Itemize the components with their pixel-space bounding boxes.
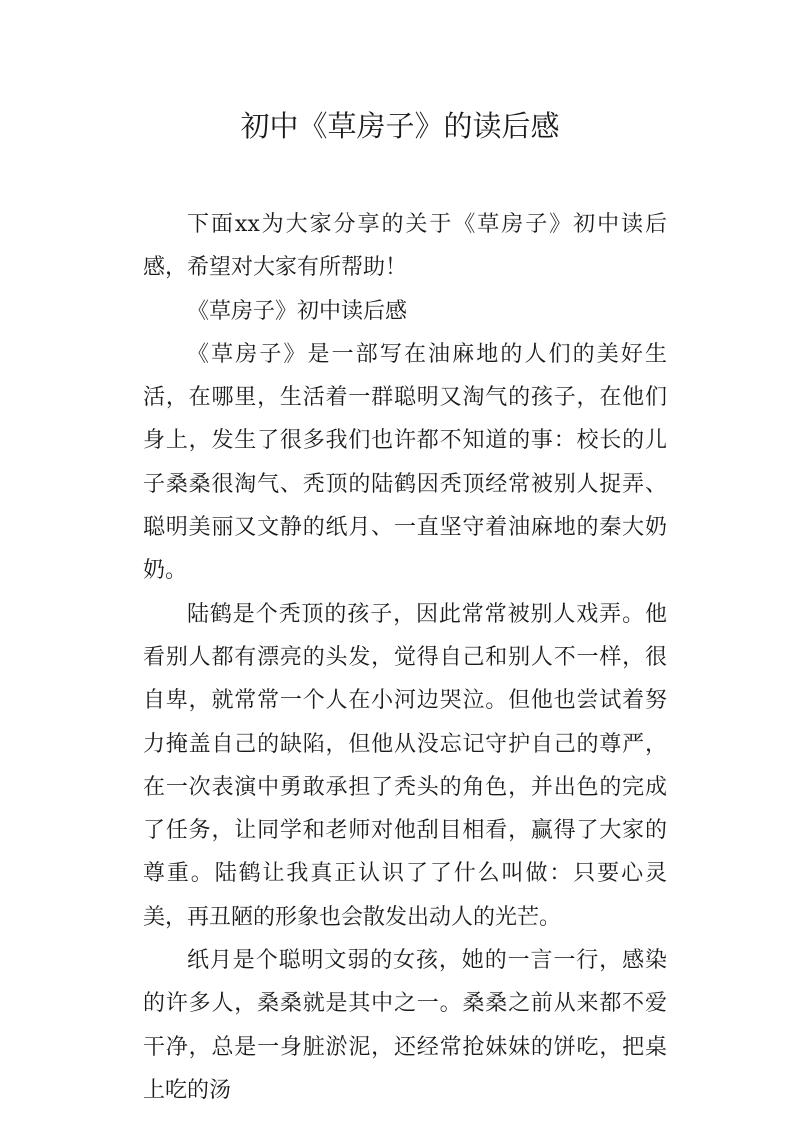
intro-paragraph: 下面xx为大家分享的关于《草房子》初中读后感，希望对大家有所帮助！ <box>143 212 667 281</box>
zhiyue-paragraph: 纸月是个聪明文弱的女孩，她的一言一行，感染的许多人，桑桑就是其中之一。桑桑之前从来都不爱干净，总是一身脏淤泥，还经常抢妹妹的饼吃，把桌上吃的汤 <box>143 948 667 1103</box>
summary-paragraph: 《草房子》是一部写在油麻地的人们的美好生活，在哪里，生活着一群聪明又淘气的孩子，在他们身上，发生了很多我们也许都不知道的事：校长的儿子桑桑很淘气、秃顶的陆鹤因秃顶经常被别人捉弄、聪明美丽又文静的纸月、一直坚守着油麻地的秦大奶奶。 <box>143 341 667 584</box>
section-heading: 《草房子》初中读后感 <box>187 298 408 324</box>
document-body <box>143 203 667 1112</box>
document-title: 初中《草房子》的读后感 <box>240 109 560 143</box>
luhe-paragraph: 陆鹤是个秃顶的孩子，因此常常被别人戏弄。他看别人都有漂亮的头发，觉得自己和别人不一样，很自卑，就常常一个人在小河边哭泣。但他也尝试着努力掩盖自己的缺陷，但他从没忘记守护自己的尊严，在一次表演中勇敢承担了秃头的角色，并出色的完成了任务，让同学和老师对他刮目相看，赢得了大家的尊重。陆鹤让我真正认识了了什么叫做：只要心灵美，再丑陋的形象也会散发出动人的光芒。 <box>143 601 667 930</box>
